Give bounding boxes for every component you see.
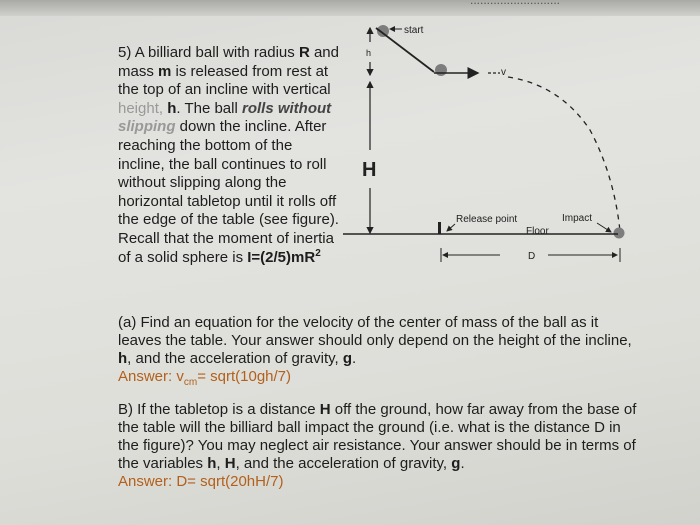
part-a-answer <box>118 368 638 392</box>
big-h-label: H <box>362 159 377 181</box>
inertia-formula-text: I=(2/5)mR <box>247 248 316 266</box>
problem-text-4: . The ball <box>176 99 242 117</box>
part-a-answer-prefix: Answer: v <box>118 368 184 385</box>
part-b-question-1: B) If the tabletop is a distance <box>118 401 320 418</box>
ball-bottom <box>435 64 447 76</box>
part-b-answer: Answer: D= sqrt(20hH/7) <box>118 473 284 490</box>
mass-var: m <box>158 62 172 80</box>
problem-number: 5) <box>118 44 132 61</box>
part-a <box>118 314 638 392</box>
part-a-question-end: , and the acceleration of gravity, <box>127 350 343 367</box>
part-a-answer-sub: cm <box>183 377 198 388</box>
part-b-comma: , <box>216 455 225 472</box>
part-b-h-var: h <box>207 455 217 472</box>
d-label: D <box>528 251 536 262</box>
problem-text-2: and mass <box>118 44 339 80</box>
part-a-period: . <box>352 350 357 367</box>
top-fragment: ........................... <box>470 0 561 7</box>
part-b-g-var: g <box>451 455 461 472</box>
part-b-H-var: H <box>319 401 331 418</box>
part-a-g-var: g <box>342 350 353 367</box>
part-b-question-2: off the ground, how far away from the base of the table will the billiard ball impact the ground (i.e. what is the distance D in the figure)? You may neglect air resistance. Your answer should be in terms of the variables <box>118 401 637 472</box>
part-b-period: . <box>460 455 465 472</box>
h-label: h <box>366 48 372 58</box>
part-a-question: (a) Find an equation for the velocity of the center of mass of the ball as it leaves the table. Your answer should only depend on the height of the incline, <box>118 314 632 349</box>
height-word: height, <box>118 99 168 117</box>
problem-text-3: is released from rest at the top of an incline with vertical <box>118 62 331 99</box>
impact-label: Impact <box>562 213 593 224</box>
table-leg <box>438 222 441 234</box>
problem-text-5: down the incline. After reaching the bottom of the incline, the ball continues to roll without slipping along the horizontal tabletop until it rolls off the edge of the table (see figure). Recall that the moment of inertia of a solid sphere is <box>118 118 339 266</box>
ball-impact <box>614 228 625 239</box>
part-b <box>118 401 638 491</box>
velocity-label: v <box>501 67 506 78</box>
floor-label: Floor <box>526 226 549 237</box>
start-label: start <box>404 25 424 36</box>
release-label: Release point <box>456 214 518 225</box>
part-b-question-3: , and the acceleration of gravity, <box>235 455 452 472</box>
trajectory <box>508 77 620 231</box>
inertia-exponent: 2 <box>315 247 321 259</box>
problem-text-1: A billiard ball with radius <box>134 44 299 61</box>
part-a-answer-rest: = sqrt(10gh/7) <box>197 368 292 385</box>
impact-arrow <box>597 223 611 232</box>
release-arrow <box>447 224 455 231</box>
height-var: h <box>167 99 177 117</box>
slipping-word: slipping <box>118 118 176 136</box>
part-b-H-var-2: H <box>224 455 236 472</box>
radius-var: R <box>298 44 310 61</box>
rolls-phrase: rolls without <box>242 99 332 117</box>
part-a-h-var: h <box>118 350 128 367</box>
